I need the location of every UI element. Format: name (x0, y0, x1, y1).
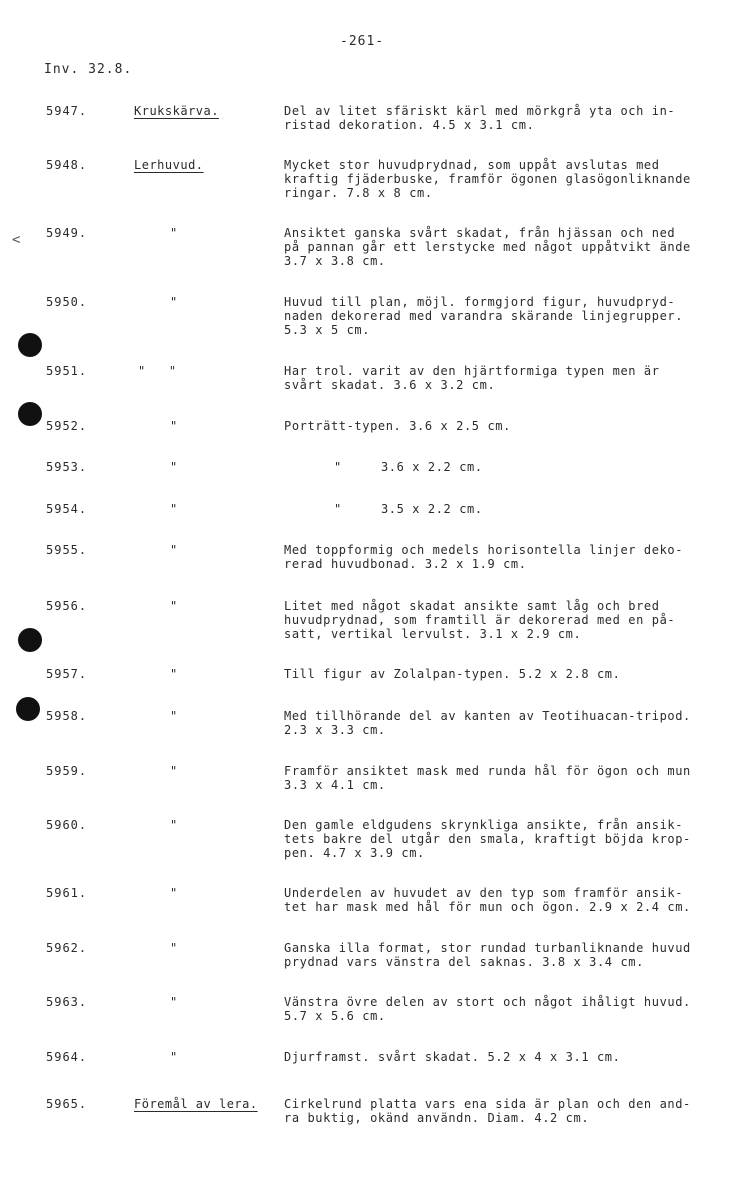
entry-category: " (170, 226, 178, 240)
entry-description: Huvud till plan, möjl. formgjord figur, huvudpryd- naden dekorerad med varandra skärande linjegrupper. 5.3 x 5 cm. (284, 295, 684, 337)
entry-description: " 3.5 x 2.2 cm. (334, 502, 483, 516)
entry-category: Lerhuvud. (134, 158, 204, 172)
entry-description: " 3.6 x 2.2 cm. (334, 460, 483, 474)
entry-description: Ganska illa format, stor rundad turbanliknande huvud prydnad vars vänstra del saknas. 3.8 x 3.4 cm. (284, 941, 691, 969)
entry-number: 5963. (46, 995, 88, 1009)
entry-number: 5955. (46, 543, 88, 557)
entry-description: Porträtt-typen. 3.6 x 2.5 cm. (284, 419, 511, 433)
inventory-heading: Inv. 32.8. (44, 62, 133, 77)
entry-description: Den gamle eldgudens skrynkliga ansikte, från ansik- tets bakre del utgår den smala, kraftigt böjda krop- pen. 4.7 x 3.9 cm. (284, 818, 691, 860)
entry-number: 5961. (46, 886, 88, 900)
entry-category: " (170, 460, 178, 474)
punch-hole (16, 697, 40, 721)
entry-description: Del av litet sfäriskt kärl med mörkgrå yta och in- ristad dekoration. 4.5 x 3.1 cm. (284, 104, 676, 132)
entry-description: Mycket stor huvudprydnad, som uppåt avslutas med kraftig fjäderbuske, framför ögonen glasögonliknande ringar. 7.8 x 8 cm. (284, 158, 691, 200)
entry-category: " (170, 941, 178, 955)
entry-description: Med toppformig och medels horisontella linjer deko- rerad huvudbonad. 3.2 x 1.9 cm. (284, 543, 684, 571)
entry-number: 5952. (46, 419, 88, 433)
entry-number: 5951. (46, 364, 88, 378)
entry-category: " (170, 1050, 178, 1064)
entry-number: 5965. (46, 1097, 88, 1111)
entry-number: 5948. (46, 158, 88, 172)
entry-category: " (170, 995, 178, 1009)
entry-number: 5958. (46, 709, 88, 723)
entry-number: 5956. (46, 599, 88, 613)
punch-hole (18, 628, 42, 652)
entry-category: " (170, 818, 178, 832)
entry-category: " (170, 667, 178, 681)
margin-mark: < (12, 232, 21, 248)
entry-category: " (170, 295, 178, 309)
entry-category: " (170, 419, 178, 433)
entry-category: " (170, 764, 178, 778)
entry-number: 5949. (46, 226, 88, 240)
entry-category: " (170, 502, 178, 516)
entry-category: Krukskärva. (134, 104, 219, 118)
entry-category: " (170, 709, 178, 723)
entry-description: Med tillhörande del av kanten av Teotihuacan-tripod. 2.3 x 3.3 cm. (284, 709, 691, 737)
entry-description: Framför ansiktet mask med runda hål för ögon och mun 3.3 x 4.1 cm. (284, 764, 691, 792)
entry-description: Litet med något skadat ansikte samt låg och bred huvudprydnad, som framtill är dekorerad med en på- satt, vertikal lervulst. 3.1 x 2.9 cm. (284, 599, 676, 641)
entry-number: 5960. (46, 818, 88, 832)
entry-number: 5964. (46, 1050, 88, 1064)
entry-description: Cirkelrund platta vars ena sida är plan och den and- ra buktig, okänd användn. Diam. 4.2 cm. (284, 1097, 691, 1125)
entry-number: 5947. (46, 104, 88, 118)
entry-category: " (170, 543, 178, 557)
entry-number: 5953. (46, 460, 88, 474)
entry-description: Vänstra övre delen av stort och något ihåligt huvud. 5.7 x 5.6 cm. (284, 995, 691, 1023)
punch-hole (18, 333, 42, 357)
entry-number: 5957. (46, 667, 88, 681)
entry-description: Har trol. varit av den hjärtformiga typen men är svårt skadat. 3.6 x 3.2 cm. (284, 364, 660, 392)
entry-category: " (170, 599, 178, 613)
entry-description: Underdelen av huvudet av den typ som framför ansik- tet har mask med hål för mun och ögon. 2.9 x 2.4 cm. (284, 886, 691, 914)
entry-category: " " (138, 364, 177, 378)
entry-description: Ansiktet ganska svårt skadat, från hjässan och ned på pannan går ett lerstycke med något uppåtvikt ände 3.7 x 3.8 cm. (284, 226, 691, 268)
entry-description: Till figur av Zolalpan-typen. 5.2 x 2.8 cm. (284, 667, 621, 681)
entry-number: 5959. (46, 764, 88, 778)
punch-hole (18, 402, 42, 426)
entry-number: 5950. (46, 295, 88, 309)
entry-number: 5954. (46, 502, 88, 516)
entry-category: Föremål av lera. (134, 1097, 258, 1111)
entry-description: Djurframst. svårt skadat. 5.2 x 4 x 3.1 cm. (284, 1050, 621, 1064)
entry-number: 5962. (46, 941, 88, 955)
page-number: -261- (340, 34, 385, 49)
entry-category: " (170, 886, 178, 900)
